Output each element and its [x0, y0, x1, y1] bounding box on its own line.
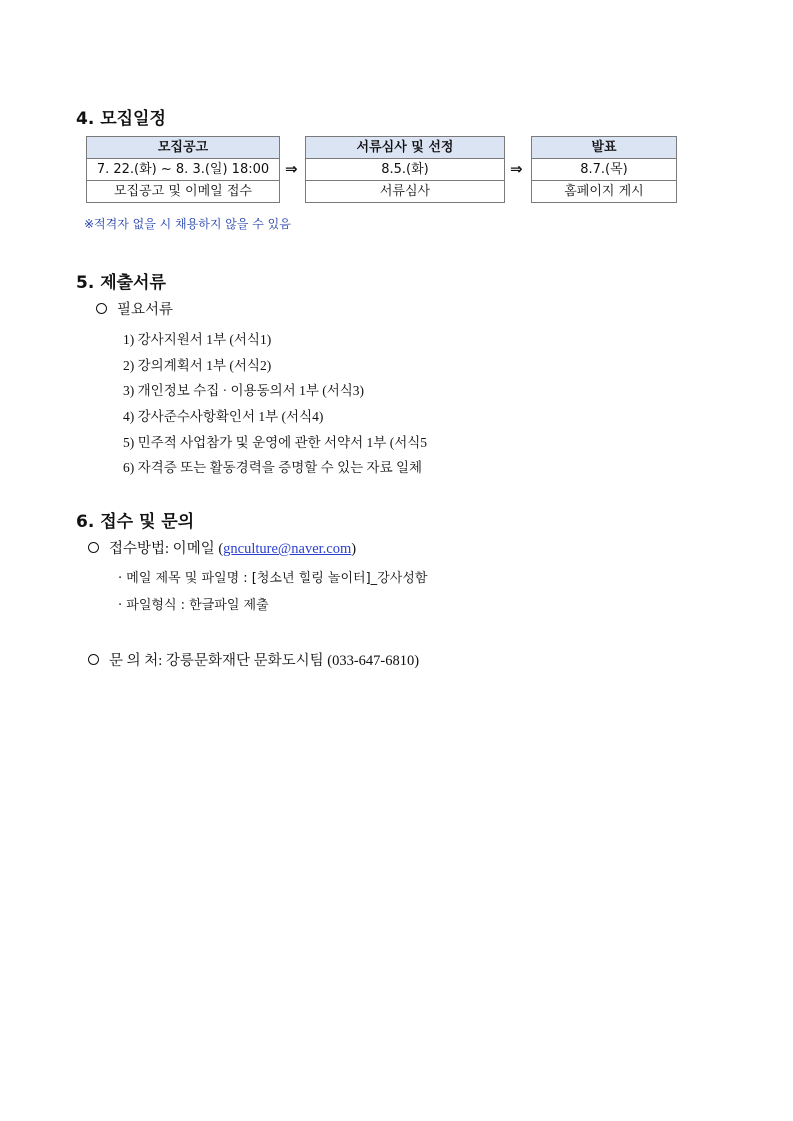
schedule-box-date: 8.5.(화): [306, 159, 504, 181]
schedule-box-desc: 서류심사: [379, 184, 431, 199]
circle-bullet-icon: [88, 542, 99, 553]
submission-method-prefix: 접수방법: 이메일 (: [109, 541, 224, 557]
circle-bullet-icon: [88, 654, 99, 665]
schedule-note: ※적격자 없을 시 채용하지 않을 수 있음: [84, 217, 291, 231]
schedule-box-desc: 홈페이지 게시: [564, 184, 644, 199]
document-item: 4) 강사준수사항확인서 1부 (서식4): [123, 409, 324, 424]
document-item: 6) 자격증 또는 활동경력을 증명할 수 있는 자료 일체: [123, 460, 423, 475]
arrow-icon: ⇒: [510, 160, 523, 178]
schedule-box-announce: [531, 136, 677, 203]
schedule-box-header: 모집공고: [87, 137, 279, 159]
section-6-title: 6. 접수 및 문의: [76, 512, 195, 532]
schedule-box-desc: 모집공고 및 이메일 접수: [114, 184, 252, 199]
schedule-box-header: 발표: [532, 137, 676, 159]
schedule-box-recruit: [86, 136, 280, 203]
document-item: 1) 강사지원서 1부 (서식1): [123, 332, 272, 347]
submission-method: [88, 537, 356, 558]
required-docs-label: [96, 298, 173, 319]
section-4-title: 4. 모집일정: [76, 109, 166, 129]
document-item: 2) 강의계획서 1부 (서식2): [123, 358, 272, 373]
schedule-box-date: 8.7.(목): [532, 159, 676, 181]
submission-method-suffix: ): [351, 541, 357, 557]
arrow-icon: ⇒: [285, 160, 298, 178]
email-link[interactable]: gnculture@naver.com: [223, 541, 352, 557]
schedule-box-review: [305, 136, 505, 203]
schedule-box-header: 서류심사 및 선정: [306, 137, 504, 159]
required-docs-text: 필요서류: [117, 302, 174, 318]
method-detail: · 메일 제목 및 파일명 : [청소년 힐링 놀이터]_강사성함: [118, 571, 428, 586]
document-item: 5) 민주적 사업참가 및 운영에 관한 서약서 1부 (서식5: [123, 435, 428, 450]
document-item: 3) 개인정보 수집 · 이용동의서 1부 (서식3): [123, 383, 365, 398]
schedule-box-date: 7. 22.(화) ~ 8. 3.(일) 18:00: [87, 159, 279, 181]
contact-info: [88, 649, 419, 670]
contact-text: 문 의 처: 강릉문화재단 문화도시팀 (033-647-6810): [109, 653, 420, 669]
circle-bullet-icon: [96, 303, 107, 314]
method-detail: · 파일형식 : 한글파일 제출: [118, 598, 269, 613]
section-5-title: 5. 제출서류: [76, 273, 166, 293]
